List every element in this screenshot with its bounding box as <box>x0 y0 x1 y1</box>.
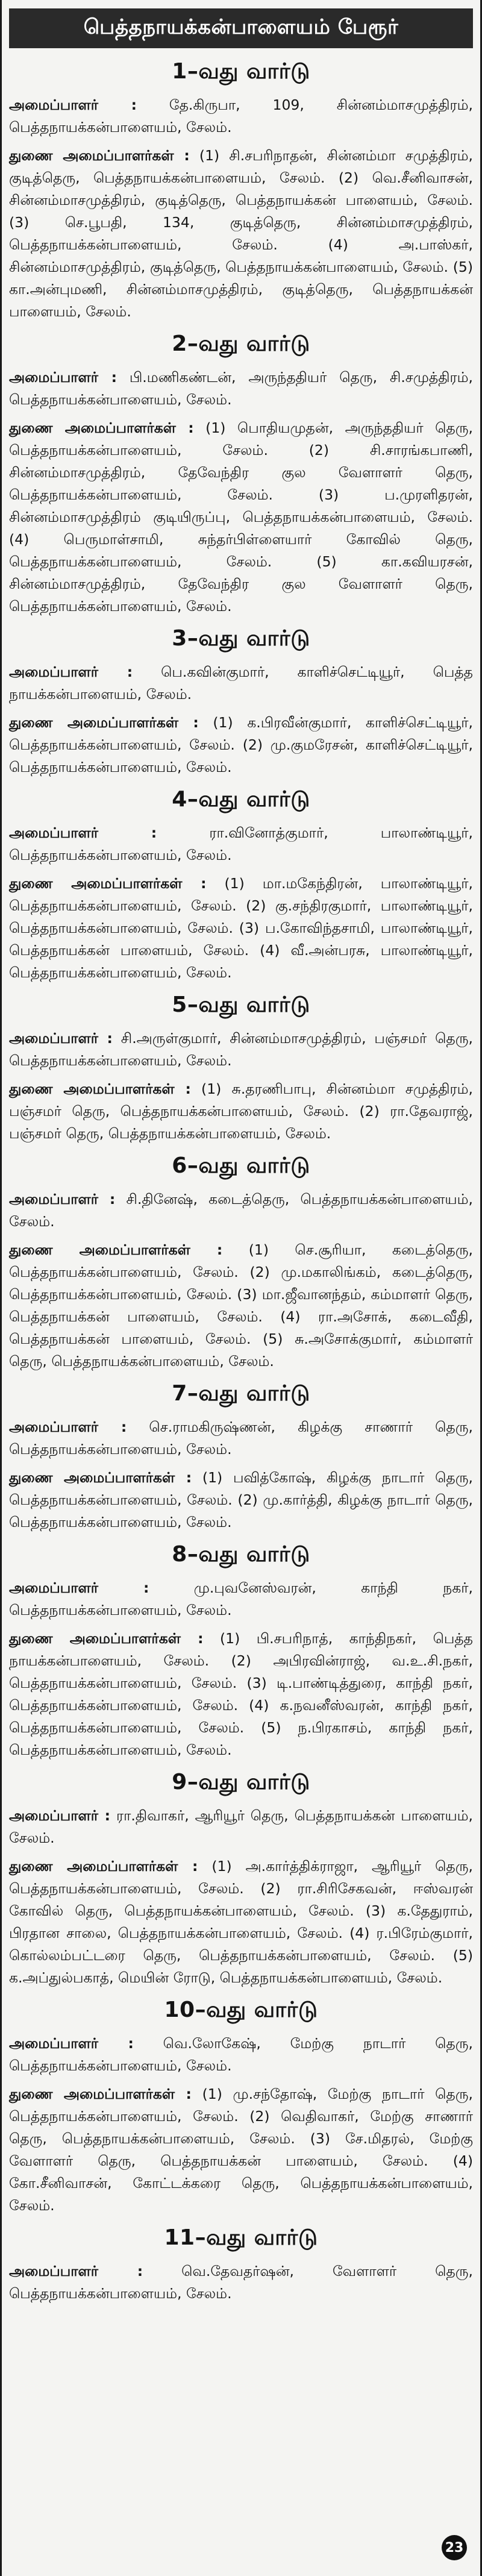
organizer-paragraph <box>9 1577 473 1622</box>
organizer-label: அமைப்பாளர் : <box>9 2263 143 2280</box>
ward-section <box>9 1153 473 1373</box>
organizer-text: பெ.கவின்குமார், காளிச்செட்டியூர், பெத்த நாயக்கன்பாளையம், சேலம். <box>9 663 473 703</box>
ward-heading: 2–வது வார்டு <box>172 331 310 356</box>
ward-section <box>9 787 473 984</box>
organizer-label: அமைப்பாளர் : <box>9 1030 113 1047</box>
ward-heading: 6–வது வார்டு <box>172 1153 310 1178</box>
organizer-label: அமைப்பாளர் : <box>9 1579 149 1596</box>
organizer-paragraph <box>9 822 473 867</box>
deputy-paragraph <box>9 1078 473 1145</box>
deputy-label: துணை அமைப்பாளர்கள் : <box>9 875 207 892</box>
deputy-text: (1) அ.கார்த்திக்ராஜா, ஆரியூர் தெரு, பெத்தநாயக்கன்பாளையம், சேலம். (2) ரா.சிரிசேகவன், ஈஸ்வரன் கோவில் தெரு, பெத்தநாயக்கன்பாளையம், சேலம். (3) க.தேதுராம், பிரதான சாலை, பெத்தநாயக்கன்பாளையம், சேலம். (4) ர.பிரேம்குமார், கொல்லம்பட்டரை தெரு, பெத்தநாயக்கன்பாளையம், சேலம். (5) க.அப்துல்பகாத், மெயின் ரோடு, பெத்தநாயக்கன்பாளையம், சேலம். <box>9 1858 473 1986</box>
page-number-badge: 23 <box>442 2535 467 2560</box>
deputy-paragraph <box>9 712 473 779</box>
deputy-text: (1) சு.தரணிபாபு, சின்னம்மா சமுத்திரம், பஞ்சமர் தெரு, பெத்தநாயக்கன்பாளையம், சேலம். (2) ரா.தேவராஜ், பஞ்சமர் தெரு, பெத்தநாயக்கன்பாளையம், சேலம். <box>9 1080 473 1142</box>
ward-section <box>9 59 473 323</box>
ward-heading: 3–வது வார்டு <box>172 626 310 651</box>
deputy-label: துணை அமைப்பாளர்கள் : <box>9 1469 192 1486</box>
ward-section <box>9 331 473 618</box>
ward-heading: 7–வது வார்டு <box>172 1381 310 1406</box>
organizer-text: பி.மணிகண்டன், அருந்ததியர் தெரு, சி.சமுத்திரம், பெத்தநாயக்கன்பாளையம், சேலம். <box>9 369 473 408</box>
organizer-text: சி.அருள்குமார், சின்னம்மாசமுத்திரம், பஞ்சமர் தெரு, பெத்தநாயக்கன்பாளையம், சேலம். <box>9 1030 473 1069</box>
organizer-text: சி.தினேஷ், கடைத்தெரு, பெத்தநாயக்கன்பாளையம், சேலம். <box>9 1191 473 1230</box>
ward-heading: 10–வது வார்டு <box>164 1998 318 2022</box>
organizer-text: ரா.திவாகர், ஆரியூர் தெரு, பெத்தநாயக்கன் பாளையம், சேலம். <box>9 1807 473 1846</box>
deputy-label: துணை அமைப்பாளர்கள் : <box>9 1080 191 1097</box>
deputy-label: துணை அமைப்பாளர்கள் : <box>9 1630 204 1647</box>
organizer-paragraph <box>9 1027 473 1072</box>
organizer-paragraph <box>9 661 473 706</box>
deputy-label: துணை அமைப்பாளர்கள் : <box>9 147 190 164</box>
deputy-text: (1) மு.சந்தோஷ், மேற்கு நாடார் தெரு, பெத்தநாயக்கன்பாளையம், சேலம். (2) வெதிவாகர், மேற்கு சாணார் தெரு, பெத்தநாயக்கன்பாளையம், சேலம். (3) சே.மிதரல், மேற்கு வேளாளர் தெரு, பெத்தநாயக்கன் பாளையம், சேலம். (4) கோ.சீனிவாசன், கோட்டக்கரை தெரு, பெத்தநாயக்கன்பாளையம், சேலம். <box>9 2086 473 2214</box>
deputy-text: (1) பி.சபரிநாத், காந்திநகர், பெத்த நாயக்கன்பாளையம், சேலம். (2) அபிரவின்ராஜ், வ.உ.சி.நகர், பெத்தநாயக்கன்பாளையம், சேலம். (3) டி.பாண்டித்துரை, காந்தி நகர், பெத்தநாயக்கன்பாளையம், சேலம். (4) க.நவனீஸ்வரன், காந்தி நகர், பெத்தநாயக்கன்பாளையம், சேலம். (5) ந.பிரகாசம், காந்தி நகர், பெத்தநாயக்கன்பாளையம், சேலம். <box>9 1630 473 1758</box>
deputy-paragraph <box>9 1628 473 1761</box>
ward-heading: 5–வது வார்டு <box>172 992 310 1017</box>
ward-list <box>9 55 473 2313</box>
ward-section <box>9 626 473 779</box>
ward-section <box>9 1542 473 1761</box>
deputy-paragraph <box>9 1239 473 1373</box>
organizer-label: அமைப்பாளர் : <box>9 1191 116 1208</box>
deputy-text: (1) சி.சபரிநாதன், சின்னம்மா சமுத்திரம், குடித்தெரு, பெத்தநாயக்கன்பாளையம், சேலம். (2) வெ.சீனிவாசன், சின்னம்மாசமுத்திரம், குடித்தெரு, பெத்தநாயக்கன் பாளையம், சேலம். (3) செ.பூபதி, 134, குடித்தெரு, சின்னம்மாசமுத்திரம், பெத்தநாயக்கன்பாளையம், சேலம். (4) அ.பாஸ்கர், சின்னம்மாசமுத்திரம், குடித்தெரு, பெத்தநாயக்கன்பாளையம், சேலம். (5) கா.அன்புமணி, சின்னம்மாசமுத்திரம், குடித்தெரு, பெத்தநாயக்கன் பாளையம், சேலம். <box>9 147 473 320</box>
deputy-label: துணை அமைப்பாளர்கள் : <box>9 2086 192 2102</box>
ward-heading: 11–வது வார்டு <box>164 2225 318 2250</box>
organizer-text: தே.கிருபா, 109, சின்னம்மாசமுத்திரம், பெத்தநாயக்கன்பாளையம், சேலம். <box>9 96 473 136</box>
deputy-text: (1) பவித்கோஷ், கிழக்கு நாடார் தெரு, பெத்தநாயக்கன்பாளையம், சேலம். (2) மு.கார்த்தி, கிழக்கு நாடார் தெரு, பெத்தநாயக்கன்பாளையம், சேலம். <box>9 1469 473 1531</box>
deputy-label: துணை அமைப்பாளர்கள் : <box>9 1241 223 1258</box>
organizer-label: அமைப்பாளர் : <box>9 663 133 680</box>
organizer-text: வெ.லோகேஷ், மேற்கு நாடார் தெரு, பெத்தநாயக்கன்பாளையம், சேலம். <box>9 2035 473 2074</box>
deputy-text: (1) செ.சூரியா, கடைத்தெரு, பெத்தநாயக்கன்பாளையம், சேலம். (2) மு.மகாலிங்கம், கடைத்தெரு, பெத்தநாயக்கன்பாளையம், சேலம். (3) மா.ஜீவானந்தம், கம்மாளர் தெரு, பெத்தநாயக்கன் பாளையம், சேலம். (4) ரா.அசோக், கடைவீதி, பெத்தநாயக்கன் பாளையம், சேலம். (5) சு.அசோக்குமார், கம்மாளர் தெரு, பெத்தநாயக்கன்பாளையம், சேலம். <box>9 1241 473 1370</box>
ward-section <box>9 1770 473 1989</box>
ward-heading: 4–வது வார்டு <box>172 787 310 812</box>
ward-section <box>9 992 473 1145</box>
ward-heading: 1–வது வார்டு <box>172 59 310 84</box>
organizer-paragraph <box>9 2032 473 2077</box>
organizer-label: அமைப்பாளர் : <box>9 1807 111 1824</box>
page-title: பெத்தநாயக்கன்பாளையம் பேரூர் <box>9 8 473 48</box>
organizer-text: செ.ராமகிருஷ்ணன், கிழக்கு சாணார் தெரு, பெத்தநாயக்கன்பாளையம், சேலம். <box>9 1418 473 1458</box>
organizer-paragraph <box>9 366 473 411</box>
organizer-paragraph <box>9 1416 473 1461</box>
deputy-paragraph <box>9 417 473 618</box>
organizer-paragraph <box>9 1805 473 1849</box>
organizer-paragraph <box>9 2260 473 2305</box>
ward-section <box>9 1998 473 2217</box>
ward-heading: 9–வது வார்டு <box>172 1770 310 1794</box>
organizer-label: அமைப்பாளர் : <box>9 824 157 841</box>
organizer-paragraph <box>9 94 473 139</box>
deputy-label: துணை அமைப்பாளர்கள் : <box>9 419 194 436</box>
organizer-text: மு.புவனேஸ்வரன், காந்தி நகர், பெத்தநாயக்கன்பாளையம், சேலம். <box>9 1579 473 1619</box>
deputy-text: (1) பொதியமுதன், அருந்ததியர் தெரு, பெத்தநாயக்கன்பாளையம், சேலம். (2) சி.சாரங்கபாணி, சின்னம்மாசமுத்திரம், தேவேந்திர குல வேளாளர் தெரு, பெத்தநாயக்கன்பாளையம், சேலம். (3) ப.முரளிதரன், சின்னம்மாசமுத்திரம் குடியிருப்பு, பெத்தநாயக்கன்பாளையம், சேலம். (4) பெருமாள்சாமி, சுந்தர்பிள்ளையார் கோவில் தெரு, பெத்தநாயக்கன்பாளையம், சேலம். (5) கா.கவியரசன், சின்னம்மாசமுத்திரம், தேவேந்திர குல வேளாளர் தெரு, பெத்தநாயக்கன்பாளையம், சேலம். <box>9 419 473 615</box>
organizer-label: அமைப்பாளர் : <box>9 1418 127 1435</box>
organizer-paragraph <box>9 1188 473 1233</box>
ward-section <box>9 2225 473 2305</box>
organizer-label: அமைப்பாளர் : <box>9 369 117 386</box>
deputy-paragraph <box>9 873 473 984</box>
organizer-label: அமைப்பாளர் : <box>9 96 137 113</box>
ward-heading: 8–வது வார்டு <box>172 1542 310 1567</box>
deputy-paragraph <box>9 1855 473 1989</box>
organizer-text: ரா.வினோத்குமார், பாலாண்டியூர், பெத்தநாயக்கன்பாளையம், சேலம். <box>9 824 473 863</box>
ward-section <box>9 1381 473 1534</box>
deputy-label: துணை அமைப்பாளர்கள் : <box>9 714 199 731</box>
deputy-paragraph <box>9 2083 473 2217</box>
organizer-label: அமைப்பாளர் : <box>9 2035 134 2052</box>
deputy-paragraph <box>9 145 473 323</box>
deputy-text: (1) க.பிரவீன்குமார், காளிச்செட்டியூர், பெத்தநாயக்கன்பாளையம், சேலம். (2) மு.குமரேசன், காளிச்செட்டியூர், பெத்தநாயக்கன்பாளையம், சேலம். <box>9 714 473 776</box>
deputy-text: (1) மா.மகேந்திரன், பாலாண்டியூர், பெத்தநாயக்கன்பாளையம், சேலம். (2) கு.சந்திரகுமார், பாலாண்டியூர், பெத்தநாயக்கன்பாளையம், சேலம். (3) ப.கோவிந்தசாமி, பாலாண்டியூர், பெத்தநாயக்கன் பாளையம், சேலம். (4) வீ.அன்பரசு, பாலாண்டியூர், பெத்தநாயக்கன்பாளையம், சேலம். <box>9 875 473 981</box>
deputy-paragraph <box>9 1467 473 1534</box>
organizer-text: வெ.தேவதர்ஷன், வேளாளர் தெரு, பெத்தநாயக்கன்பாளையம், சேலம். <box>9 2263 473 2302</box>
deputy-label: துணை அமைப்பாளர்கள் : <box>9 1858 198 1875</box>
